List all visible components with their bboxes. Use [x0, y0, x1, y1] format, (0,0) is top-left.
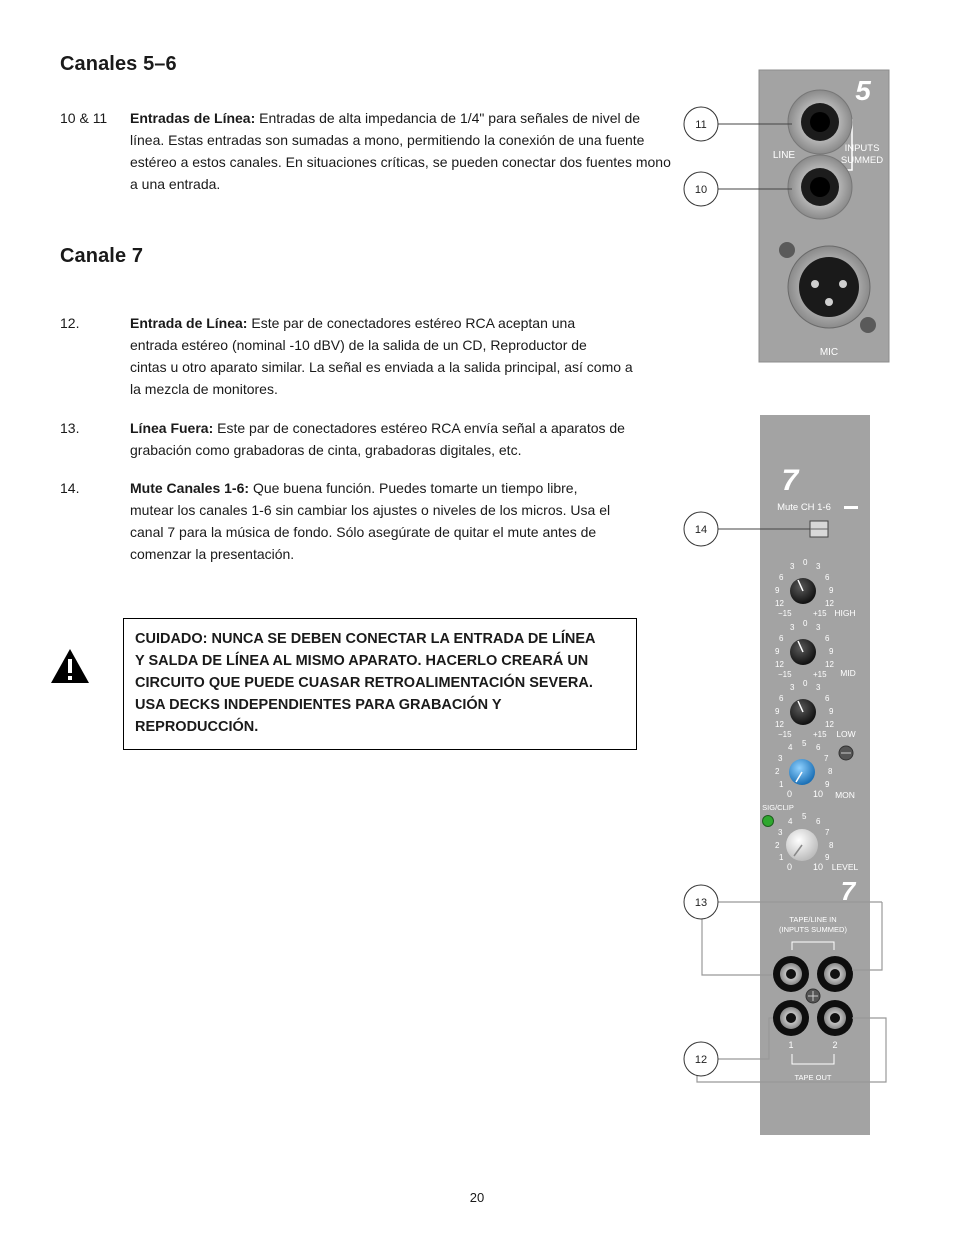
svg-text:9: 9 — [829, 647, 834, 656]
item-text-line: canal 7 para la música de fondo. Sólo asegúrate de quitar el mute antes de — [130, 524, 597, 540]
warning-line: USA DECKS INDEPENDIENTES PARA GRABACIÓN Y — [135, 697, 502, 713]
svg-text:0: 0 — [787, 789, 793, 799]
svg-text:3: 3 — [816, 562, 821, 571]
page-number: 20 — [469, 1190, 485, 1205]
channel-5-panel — [759, 70, 889, 362]
channel-7-number: 7 — [781, 464, 799, 497]
svg-text:3: 3 — [778, 754, 783, 763]
svg-text:6: 6 — [825, 694, 830, 703]
svg-text:3: 3 — [790, 623, 795, 632]
svg-text:+15: +15 — [813, 670, 827, 679]
section-heading-canale-7: Canale 7 — [60, 245, 144, 267]
callout-14-label: 14 — [694, 524, 708, 536]
svg-text:8: 8 — [829, 841, 834, 850]
item-title: Entrada de Línea: — [130, 315, 248, 331]
item-text-line: Este par de conectadores estéreo RCA aceptan una — [251, 315, 576, 331]
svg-text:3: 3 — [790, 683, 795, 692]
eq-low-label: LOW — [836, 729, 856, 739]
svg-text:6: 6 — [825, 634, 830, 643]
svg-text:8: 8 — [828, 767, 833, 776]
item-text-line: comenzar la presentación. — [130, 546, 295, 562]
svg-text:4: 4 — [788, 817, 793, 826]
item-number: 12. — [60, 315, 80, 331]
item-number: 14. — [60, 480, 80, 496]
svg-text:3: 3 — [816, 623, 821, 632]
svg-text:6: 6 — [825, 573, 830, 582]
item-text-line: cintas u otro aparato similar. La señal es enviada a la salida principal, así como a — [130, 359, 633, 375]
summed-label: SUMMED — [840, 155, 884, 166]
item-text-line: Entradas de alta impedancia de 1/4" para señales de nivel de — [259, 110, 641, 126]
item-text-line: mutear los canales 1-6 sin cambiar los ajustes o niveles de los micros. Usa el — [130, 502, 611, 518]
item-text-line: la mezcla de monitores. — [130, 381, 278, 397]
svg-text:12: 12 — [775, 660, 784, 669]
svg-text:6: 6 — [779, 694, 784, 703]
inputs-label: INPUTS — [844, 143, 880, 154]
svg-text:9: 9 — [825, 780, 830, 789]
svg-text:10: 10 — [813, 862, 824, 872]
svg-text:2: 2 — [775, 841, 780, 850]
svg-text:5: 5 — [802, 812, 807, 821]
svg-text:9: 9 — [775, 586, 780, 595]
svg-text:2: 2 — [775, 767, 780, 776]
svg-text:5: 5 — [802, 739, 807, 748]
svg-text:6: 6 — [816, 817, 821, 826]
svg-text:−15: −15 — [778, 609, 792, 618]
svg-text:7: 7 — [825, 828, 830, 837]
svg-text:10: 10 — [813, 789, 824, 799]
svg-text:3: 3 — [790, 562, 795, 571]
item-text-line: grabación como grabadoras de cinta, grabadoras digitales, etc. — [130, 442, 522, 458]
svg-text:7: 7 — [824, 754, 829, 763]
tape-out-1-label: 1 — [788, 1040, 794, 1050]
svg-text:12: 12 — [825, 660, 834, 669]
svg-text:0: 0 — [803, 679, 808, 688]
mon-label: MON — [835, 790, 855, 800]
tape-out-label: TAPE OUT — [794, 1073, 832, 1082]
svg-text:12: 12 — [775, 599, 784, 608]
sig-clip-led — [763, 816, 774, 827]
item-number: 13. — [60, 420, 80, 436]
svg-text:4: 4 — [788, 743, 793, 752]
svg-text:1: 1 — [779, 780, 784, 789]
svg-text:6: 6 — [779, 573, 784, 582]
callout-11-label: 11 — [695, 119, 707, 131]
item-text-line: a una entrada. — [130, 176, 221, 192]
svg-text:9: 9 — [775, 647, 780, 656]
channel-5-number: 5 — [855, 75, 871, 106]
svg-text:3: 3 — [816, 683, 821, 692]
svg-text:6: 6 — [779, 634, 784, 643]
callout-10-label: 10 — [694, 184, 708, 196]
warning-line: Y SALDA DE LÍNEA AL MISMO APARATO. HACERLO CREARÁ UN — [135, 653, 589, 669]
svg-text:−15: −15 — [778, 670, 792, 679]
svg-text:0: 0 — [803, 558, 808, 567]
item-text-line: estéreo a estos canales. En situaciones críticas, se pueden conectar dos fuentes mono — [130, 154, 671, 170]
tape-out-2-label: 2 — [832, 1040, 838, 1050]
inputs-summed-label: (INPUTS SUMMED) — [779, 925, 847, 934]
svg-text:12: 12 — [775, 720, 784, 729]
svg-text:−15: −15 — [778, 730, 792, 739]
line-label: LINE — [772, 150, 796, 161]
svg-text:1: 1 — [779, 853, 784, 862]
tape-line-in-label: TAPE/LINE IN — [789, 915, 837, 924]
item-text-line: línea. Estas entradas son sumadas a mono, permitiendo la conexión de una fuente — [130, 132, 645, 148]
item-text-line: entrada estéreo (nominal -10 dBV) de la salida de un CD, Reproductor de — [130, 337, 587, 353]
mic-label: MIC — [819, 347, 839, 358]
svg-text:9: 9 — [825, 853, 830, 862]
item-text-line: Este par de conectadores estéreo RCA envía señal a aparatos de — [217, 420, 625, 436]
level-label: LEVEL — [831, 862, 859, 872]
mute-label: Mute CH 1-6 — [777, 502, 831, 513]
channel-7-number-lower: 7 — [840, 876, 856, 906]
svg-text:9: 9 — [829, 586, 834, 595]
eq-mid-label: MID — [840, 668, 856, 678]
section-heading-canales-5-6: Canales 5–6 — [60, 53, 177, 75]
svg-text:+15: +15 — [813, 730, 827, 739]
svg-text:9: 9 — [829, 707, 834, 716]
svg-text:0: 0 — [787, 862, 793, 872]
warning-line: CIRCUITO QUE PUEDE CUASAR RETROALIMENTACIÓN SEVERA. — [135, 675, 593, 691]
item-title: Entradas de Línea: — [130, 110, 256, 126]
warning-line: CUIDADO: NUNCA SE DEBEN CONECTAR LA ENTRADA DE LÍNEA — [135, 631, 596, 647]
item-title: Línea Fuera: — [130, 420, 214, 436]
eq-high-label: HIGH — [834, 608, 856, 618]
item-number: 10 & 11 — [60, 110, 108, 126]
svg-text:+15: +15 — [813, 609, 827, 618]
callout-13-label: 13 — [694, 897, 708, 909]
svg-text:12: 12 — [825, 720, 834, 729]
svg-text:12: 12 — [825, 599, 834, 608]
svg-text:9: 9 — [775, 707, 780, 716]
svg-text:3: 3 — [778, 828, 783, 837]
callout-12-label: 12 — [694, 1054, 708, 1066]
svg-text:0: 0 — [803, 619, 808, 628]
svg-text:6: 6 — [816, 743, 821, 752]
channel-7-panel — [760, 415, 870, 1135]
sig-clip-label: SIG/CLIP — [762, 803, 794, 812]
warning-line: REPRODUCCIÓN. — [135, 719, 259, 735]
item-text-line: Que buena función. Puedes tomarte un tiempo libre, — [252, 480, 578, 496]
item-title: Mute Canales 1-6: — [130, 480, 250, 496]
